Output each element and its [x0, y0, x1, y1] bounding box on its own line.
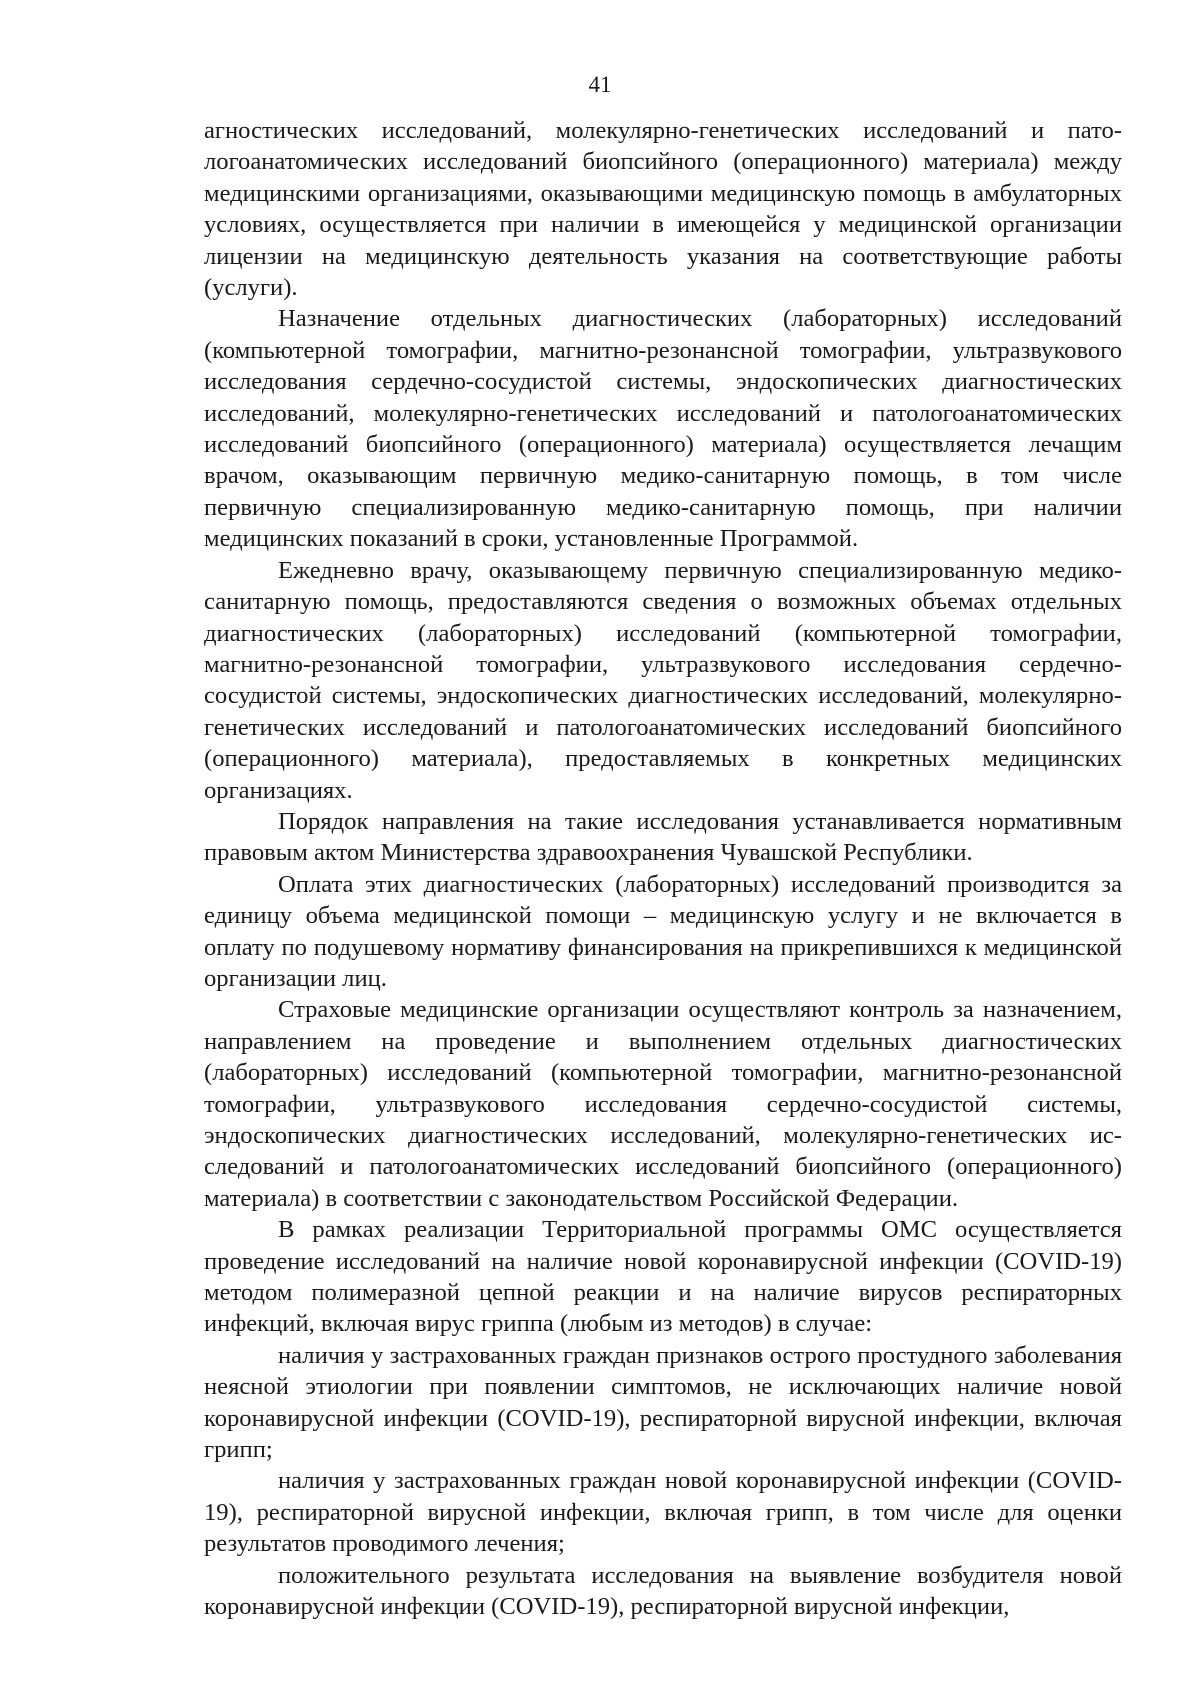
document-body: [204, 115, 1122, 1623]
paragraph: Порядок направления на такие исследования устанавливается нормативным правовым актом Министерства здравоохранения Чувашской Республики.: [204, 807, 1122, 867]
paragraph: Оплата этих диагностических (лабораторных) исследований производится за единицу объема медицинской помощи – медицинскую услугу и не включается в оплату по подушевому нормативу финансирования на прикрепившихся к медицинской организации лиц.: [204, 870, 1122, 992]
paragraph: наличия у застрахованных граждан новой коронавирусной инфекции (COVID-19), респираторной вирусной инфекции, включая грипп, в том числе для оценки результатов проводимого лечения;: [204, 1467, 1122, 1558]
paragraph: агностических исследований, молекулярно-генетических исследований и патологоанатомических исследований биопсийного (операционного) материала) между медицинскими организациями, оказывающими медицинскую помощь в амбулаторных условиях, осуществляется при наличии в имеющейся у медицинской организации лицензии на медицинскую деятельность указания на соответствующие работы (услуги).: [204, 117, 1122, 302]
paragraph-last: положительного результата исследования на выявление возбудителя новой коронавирусной инфекции (COVID-19), респираторной вирусной инфекции,: [204, 1561, 1122, 1621]
paragraph: Страховые медицинские организации осуществляют контроль за назначением, направлением на проведение и выполнением отдельных диагностических (лабораторных) исследований (компьютерной томографии, магнитно-резонансной томографии, ультразвукового исследования сердечно-сосудистой системы, эндоскопических диагностических исследований, молекулярно-генетических исследований и патологоанатомических исследований биопсийного (операционного) материала) в соответствии с законодательством Российской Федерации.: [204, 996, 1122, 1212]
paragraph: В рамках реализации Территориальной программы ОМС осуществляется проведение исследований на наличие новой коронавирусной инфекции (COVID-19) методом полимеразной цепной реакции и на наличие вирусов респираторных инфекций, включая вирус гриппа (любым из методов) в случае:: [204, 1216, 1122, 1338]
paragraph: Назначение отдельных диагностических (лабораторных) исследований (компьютерной томографии, магнитно-резонансной томографии, ультразвукового исследования сердечно-сосудистой системы, эндоскопических диагностических исследований, молекулярно-генетических исследований и патологоанатомических исследований биопсийного (операционного) материала) осуществляется лечащим врачом, оказывающим первичную медико-санитарную помощь, в том числе первичную специализированную медико-санитарную помощь, при наличии медицинских показаний в сроки, установленные Программой.: [204, 305, 1122, 553]
paragraph: Ежедневно врачу, оказывающему первичную специализированную медико-санитарную помощь, предоставляются сведения о возможных объемах отдельных диагностических (лабораторных) исследований (компьютерной томографии, магнитно-резонансной томографии, ультразвукового исследования сердечно-сосудистой системы, эндоскопических диагностических исследований, молекулярно-генетических исследований и патологоанатомических исследований биопсийного (операционного) материала), предоставляемых в конкретных медицинских организациях.: [204, 556, 1122, 804]
page-number: 41: [588, 72, 612, 97]
paragraph: наличия у застрахованных граждан признаков острого простудного заболевания неясной этиологии при появлении симптомов, не исключающих наличие новой коронавирусной инфекции (COVID-19), респираторной вирусной инфекции, включая грипп;: [204, 1341, 1122, 1464]
